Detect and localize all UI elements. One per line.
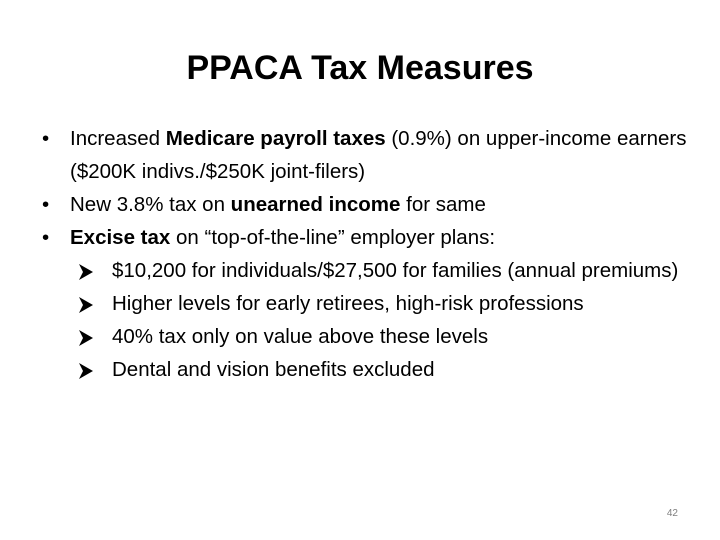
sub-bullet-text: 40% tax only on value above these levels [112, 325, 489, 348]
bullet-dot-icon: • [42, 193, 50, 216]
slide-title: PPACA Tax Measures [186, 49, 534, 87]
bullet-text: for same [400, 193, 486, 216]
bullet-bold-text: Excise tax [70, 226, 171, 249]
bullet-item [40, 122, 700, 188]
sub-bullet-item [40, 353, 700, 386]
sub-bullet-text: Dental and vision benefits excluded [112, 358, 435, 381]
sub-bullet-text: Higher levels for early retirees, high-risk professions [112, 292, 584, 315]
bullet-bold-text: unearned income [230, 193, 401, 216]
bullet-dot-icon: • [42, 226, 50, 249]
page-number: 42 [666, 508, 678, 519]
arrowhead-bullet-icon [78, 320, 94, 353]
sub-bullet-item [40, 254, 700, 287]
bullet-item [40, 188, 700, 221]
sub-bullet-item [40, 320, 700, 353]
bullet-text: New 3.8% tax on [70, 193, 231, 216]
sub-bullet-text: $10,200 for individuals/$27,500 for families (annual premiums) [112, 259, 679, 282]
slide-body [40, 122, 700, 386]
bullet-text: on “top-of-the-line” employer plans: [170, 226, 496, 249]
bullet-item [40, 221, 700, 254]
sub-bullet-item [40, 287, 700, 320]
arrowhead-bullet-icon [78, 353, 94, 386]
bullet-bold-text: Medicare payroll taxes [165, 127, 386, 150]
bullet-text: (0.9%) on upper-income earners ($200K indivs./$250K joint-filers) [70, 127, 687, 183]
arrowhead-bullet-icon [78, 254, 94, 287]
arrowhead-bullet-icon [78, 287, 94, 320]
bullet-dot-icon: • [42, 127, 50, 150]
bullet-text: Increased [70, 127, 166, 150]
